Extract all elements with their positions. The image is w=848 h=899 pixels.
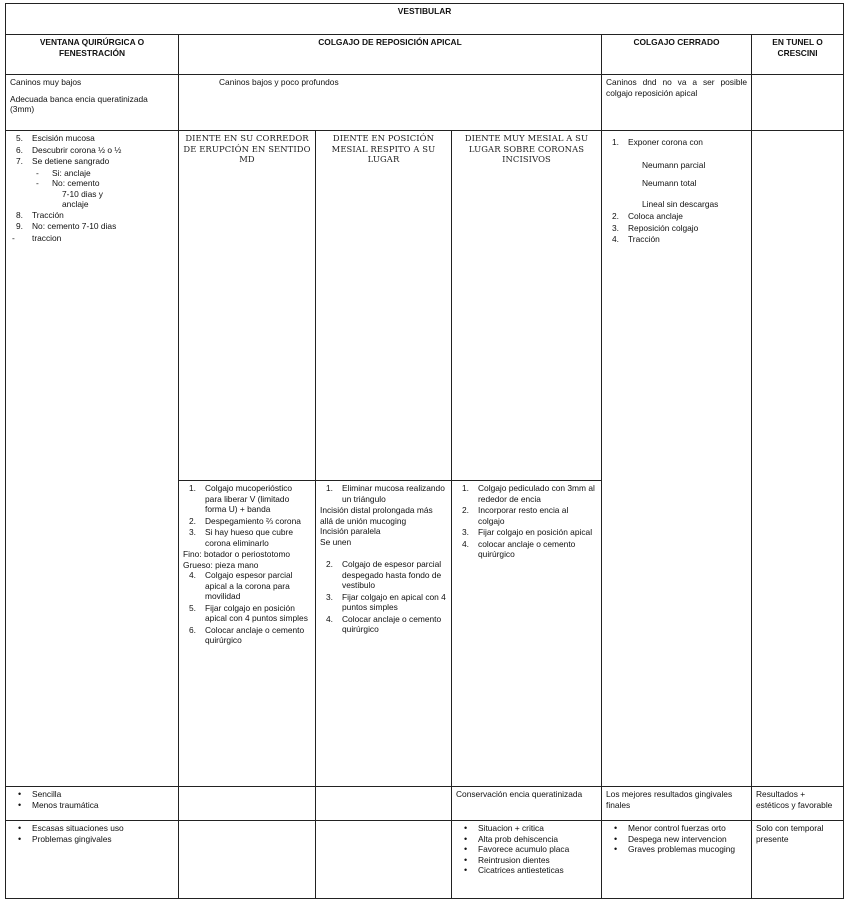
- list-item: [10, 221, 174, 232]
- bullet: •: [614, 844, 618, 854]
- desventajas-a: [179, 821, 316, 899]
- bullet-text: Alta prob dehiscencia: [478, 833, 559, 844]
- ventajas-tunel: Resultados + estéticos y favorable: [752, 787, 844, 821]
- list-text: Colgajo pediculado con 3mm al rededor de encia: [478, 483, 595, 504]
- indication-ventana: [6, 75, 179, 131]
- list-number: 3.: [189, 527, 196, 537]
- bullet: •: [464, 854, 468, 865]
- list-text: Exponer corona con: [628, 137, 703, 147]
- list-item: [183, 527, 311, 548]
- sub-item-cont: [10, 199, 174, 210]
- header-ventana: VENTANA QUIRÚRGICA O FENESTRACIÓN: [6, 35, 179, 75]
- list-item: [10, 233, 174, 244]
- bullet-item: [10, 789, 174, 800]
- bullet-item: [606, 844, 747, 855]
- indication-text: Adecuada banca encia queratinizada (3mm): [10, 93, 148, 114]
- bullet-text: Sencilla: [32, 789, 62, 799]
- bullet: •: [18, 789, 22, 799]
- list-item: [456, 505, 597, 526]
- desventajas-b: [316, 821, 452, 899]
- bullet-text: Reintrusion dientes: [478, 854, 550, 865]
- bullet-item: [456, 823, 597, 834]
- list-number: 3.: [612, 222, 619, 233]
- ventajas-b: [316, 787, 452, 821]
- list-item: [606, 211, 747, 222]
- ventajas-cerrado: Los mejores resultados gingivales finales: [602, 787, 752, 821]
- bullet: •: [614, 833, 618, 844]
- bullet-text: Despega new intervencion: [628, 833, 727, 844]
- bullet-item: [10, 823, 174, 834]
- list-item: [183, 516, 311, 527]
- list-text: Descubrir corona ½ o ½: [32, 144, 122, 155]
- list-number: 2.: [462, 505, 469, 515]
- tunel-steps: [752, 131, 844, 787]
- desventajas-cerrado: [602, 821, 752, 899]
- ventana-steps: [6, 131, 179, 787]
- list-text: Reposición colgajo: [628, 222, 699, 233]
- sub-item-text: 7-10 dias y: [62, 188, 103, 199]
- col-c-steps: [452, 481, 602, 787]
- list-text: traccion: [32, 232, 62, 243]
- list-item: [10, 145, 174, 156]
- bullet: •: [464, 833, 468, 844]
- list-number: 8.: [16, 209, 23, 220]
- list-item: [183, 603, 311, 624]
- bullet-text: Menor control fuerzas orto: [628, 823, 726, 833]
- sub-item-text: Si: anclaje: [52, 167, 91, 178]
- list-text: Fijar colgajo en posición apical con 4 puntos simples: [205, 602, 308, 623]
- header-tunel: EN TUNEL O CRESCINI: [752, 35, 844, 75]
- list-text: Escisión mucosa: [32, 133, 95, 143]
- bullet-text: Cicatrices antiesteticas: [478, 865, 564, 875]
- list-text: Colgajo mucoperióstico para liberar V (limitado forma U) + banda: [205, 483, 293, 514]
- list-text: Si hay hueso que cubre corona eliminarlo: [205, 527, 293, 548]
- bullet: •: [18, 833, 22, 844]
- list-number: 5.: [189, 602, 196, 613]
- list-item: [320, 592, 447, 613]
- list-detail: Neumann total: [642, 178, 697, 188]
- list-text: Fijar colgajo en apical con 4 puntos simples: [342, 591, 446, 612]
- indication-text: Caninos muy bajos: [10, 77, 82, 87]
- list-item: [10, 210, 174, 221]
- list-number: 1.: [462, 483, 469, 493]
- sub-item-text: No: cemento: [52, 178, 100, 188]
- sub-item-text: anclaje: [62, 199, 89, 209]
- list-text: Colgajo de espesor parcial despegado hasta fondo de vestibulo: [342, 559, 442, 590]
- list-number: 9.: [16, 221, 23, 231]
- list-detail: Incisión distal prolongada más allá de unión mucoging: [320, 505, 433, 526]
- sub-item: - No: cemento: [36, 178, 100, 188]
- list-number: 3.: [326, 591, 333, 602]
- vestibular-table: [5, 3, 844, 899]
- list-item: [606, 223, 747, 234]
- list-number: 3.: [462, 527, 469, 537]
- bullet: •: [464, 865, 468, 875]
- bullet-text: Problemas gingivales: [32, 833, 112, 844]
- table-title: VESTIBULAR: [6, 4, 844, 35]
- ventajas-c: Conservación encia queratinizada: [452, 787, 602, 821]
- list-item: [606, 137, 747, 148]
- list-number: 2.: [326, 559, 333, 569]
- bullet-text: Favorece acumulo placa: [478, 844, 570, 854]
- bullet: •: [464, 844, 468, 854]
- list-detail: Neumann parcial: [642, 159, 706, 170]
- bullet-item: [10, 800, 174, 811]
- sub-item-cont: [10, 189, 174, 200]
- list-item: [456, 539, 597, 560]
- bullet-item: [606, 823, 747, 834]
- list-number: 1.: [189, 483, 196, 493]
- list-number: 5.: [16, 133, 23, 143]
- list-number: 4.: [326, 613, 333, 624]
- list-item: [606, 234, 747, 245]
- indication-cerrado: Caninos dnd no va a ser posible colgajo reposición apical: [602, 75, 752, 131]
- list-detail: Lineal sin descargas: [642, 198, 719, 209]
- list-item: [10, 133, 174, 144]
- bullet: •: [464, 823, 468, 833]
- list-text: Fijar colgajo en posición apical: [478, 527, 593, 537]
- col-a-steps: [179, 481, 316, 787]
- list-item: [456, 483, 597, 504]
- list-text: Tracción: [32, 209, 64, 220]
- list-item: [10, 156, 174, 167]
- sub-item: - Si: anclaje: [36, 167, 91, 178]
- list-text: Eliminar mucosa realizando un triángulo: [342, 483, 445, 504]
- list-number: -: [12, 232, 15, 243]
- list-number: 2.: [189, 515, 196, 526]
- list-item: [183, 570, 311, 602]
- desventajas-tunel: Solo con temporal presente: [752, 821, 844, 899]
- list-item: [320, 559, 447, 591]
- col-b-steps: [316, 481, 452, 787]
- list-item: [320, 614, 447, 635]
- ventajas-ventana: [6, 787, 179, 821]
- header-cerrado: COLGAJO CERRADO: [602, 35, 752, 75]
- bullet-item: [606, 834, 747, 845]
- list-text: Coloca anclaje: [628, 211, 683, 221]
- list-number: 4.: [612, 234, 619, 244]
- bullet: •: [18, 799, 22, 810]
- bullet-text: Situacion + critica: [478, 823, 544, 833]
- list-item: [456, 527, 597, 538]
- list-item: [320, 483, 447, 504]
- list-detail: Fino: botador o periostotomo: [183, 549, 291, 559]
- list-number: 1.: [326, 483, 333, 493]
- list-detail: Grueso: pieza mano: [183, 559, 259, 570]
- list-number: 7.: [16, 156, 23, 166]
- list-number: 6.: [189, 624, 196, 635]
- desventajas-c: [452, 821, 602, 899]
- indication-tunel: [752, 75, 844, 131]
- list-number: 4.: [462, 538, 469, 549]
- list-number: 4.: [189, 570, 196, 580]
- list-item: [183, 625, 311, 646]
- subheader-a: DIENTE EN SU CORREDOR DE ERUPCIÓN EN SENTIDO MD: [179, 131, 316, 481]
- list-text: Colocar anclaje o cemento quirúrgico: [205, 624, 305, 645]
- list-detail: Se unen: [320, 536, 352, 547]
- subheader-b: DIENTE EN POSICIÓN MESIAL RESPITO A SU LUGAR: [316, 131, 452, 481]
- desventajas-ventana: [6, 821, 179, 899]
- list-text: Tracción: [628, 234, 660, 244]
- indication-apical: Caninos bajos y poco profundos: [179, 75, 602, 131]
- list-number: 6.: [16, 144, 23, 155]
- bullet-item: [456, 844, 597, 855]
- cerrado-steps: [602, 131, 752, 787]
- bullet-item: [10, 834, 174, 845]
- list-text: Se detiene sangrado: [32, 156, 110, 166]
- list-text: Despegamiento ⅔ corona: [205, 515, 301, 526]
- list-detail: Incisión paralela: [320, 526, 381, 536]
- bullet-item: [456, 865, 597, 876]
- list-number: 1.: [612, 137, 619, 147]
- bullet: •: [18, 823, 22, 833]
- list-item: [183, 483, 311, 515]
- bullet-item: [456, 834, 597, 845]
- bullet-text: Graves problemas mucoging: [628, 844, 736, 854]
- bullet-text: Escasas situaciones uso: [32, 823, 124, 833]
- list-text: Incorporar resto encia al colgajo: [478, 505, 569, 526]
- list-text: Colocar anclaje o cemento quirúrgico: [342, 613, 442, 634]
- list-text: Colgajo espesor parcial apical a la corona para movilidad: [205, 570, 293, 601]
- header-apical: COLGAJO DE REPOSICIÓN APICAL: [179, 35, 602, 75]
- bullet-item: [456, 855, 597, 866]
- list-number: 2.: [612, 211, 619, 221]
- ventajas-a: [179, 787, 316, 821]
- bullet: •: [614, 823, 618, 833]
- subheader-c: DIENTE MUY MESIAL A SU LUGAR SOBRE CORONAS INCISIVOS: [452, 131, 602, 481]
- bullet-text: Menos traumática: [32, 799, 99, 810]
- list-text: No: cemento 7-10 dias: [32, 221, 117, 231]
- list-text: colocar anclaje o cemento quirúrgico: [478, 538, 576, 559]
